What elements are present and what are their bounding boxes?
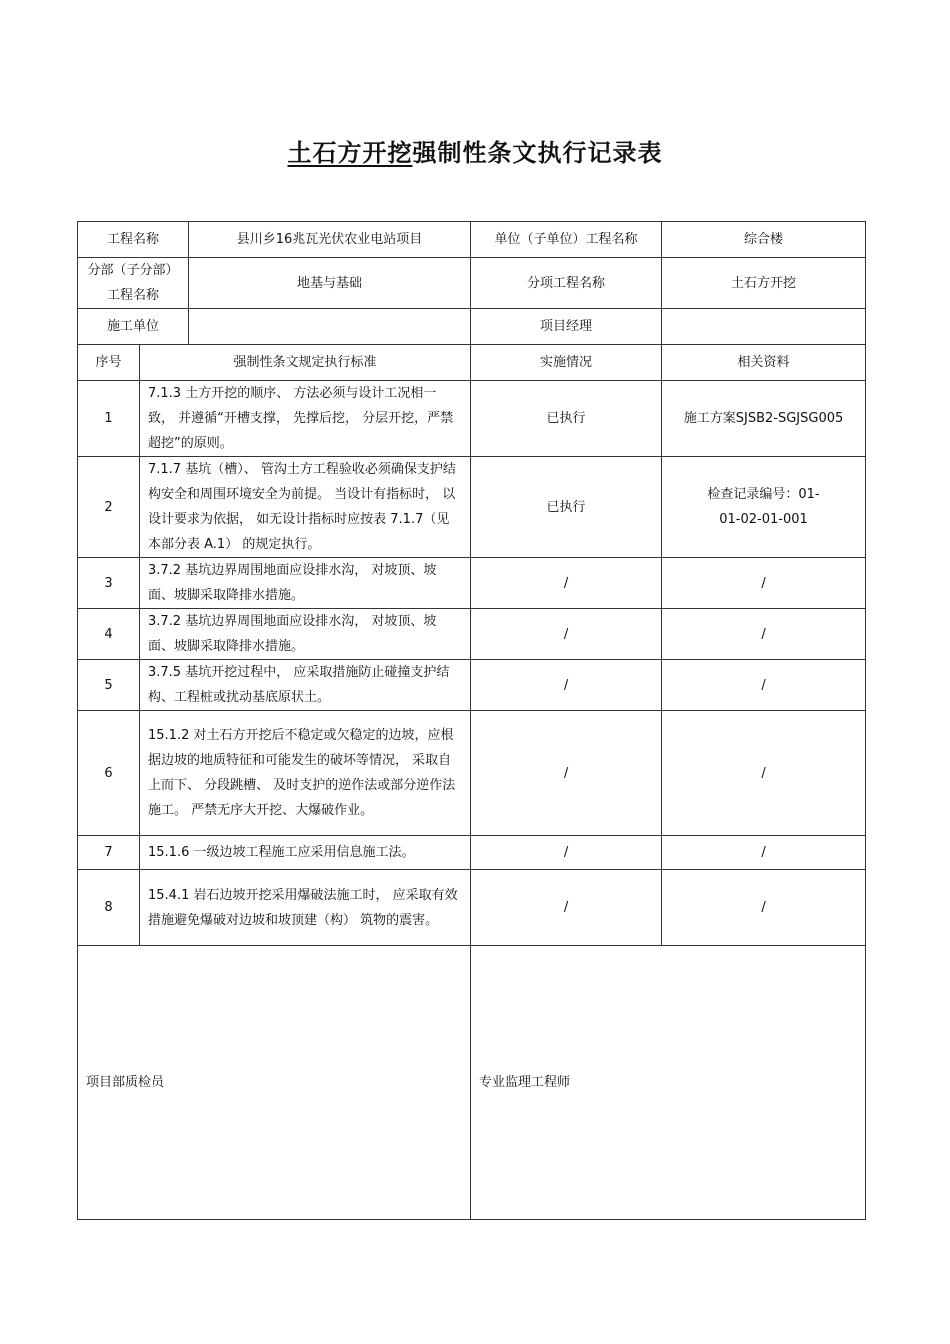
- subdivision-label: 分部（子分部）工程名称: [78, 258, 189, 309]
- row-docs: /: [662, 870, 866, 946]
- manager-label: 项目经理: [471, 309, 662, 345]
- row-seq: 2: [78, 457, 140, 558]
- table-row: [78, 381, 866, 457]
- row-status: 已执行: [471, 381, 662, 457]
- inspector-signature-box: 项目部质检员: [78, 946, 471, 1220]
- row-docs: /: [662, 558, 866, 609]
- header-row-subdivision: [78, 258, 866, 309]
- col-status-header: 实施情况: [471, 345, 662, 381]
- table-row: [78, 609, 866, 660]
- table-row: [78, 836, 866, 870]
- title-rest: 强制性条文执行记录表: [412, 138, 663, 167]
- subitem-label: 分项工程名称: [471, 258, 662, 309]
- row-status: /: [471, 836, 662, 870]
- table-row: [78, 558, 866, 609]
- project-name-value: 县川乡16兆瓦光伏农业电站项目: [189, 222, 471, 258]
- row-standard: 7.1.7 基坑（槽）、 管沟土方工程验收必须确保支护结构安全和周围环境安全为前提。 当设计有指标时， 以设计要求为依据， 如无设计指标时应按表 7.1.7（见本部分表 A.1） 的规定执行。: [140, 457, 471, 558]
- row-seq: 5: [78, 660, 140, 711]
- row-docs: /: [662, 836, 866, 870]
- supervisor-signature-box: 专业监理工程师: [471, 946, 866, 1220]
- subdivision-value: 地基与基础: [189, 258, 471, 309]
- column-header-row: [78, 345, 866, 381]
- row-status: /: [471, 870, 662, 946]
- table-row: [78, 711, 866, 836]
- table-row: [78, 660, 866, 711]
- row-status: /: [471, 711, 662, 836]
- row-docs: /: [662, 660, 866, 711]
- row-seq: 8: [78, 870, 140, 946]
- row-seq: 6: [78, 711, 140, 836]
- col-standard-header: 强制性条文规定执行标准: [140, 345, 471, 381]
- col-docs-header: 相关资料: [662, 345, 866, 381]
- header-row-contractor: [78, 309, 866, 345]
- row-standard: 7.1.3 土方开挖的顺序、 方法必须与设计工况相一致， 并遵循“开槽支撑， 先撑后挖， 分层开挖，严禁超挖”的原则。: [140, 381, 471, 457]
- row-standard: 3.7.2 基坑边界周围地面应设排水沟， 对坡顶、坡面、坡脚采取降排水措施。: [140, 609, 471, 660]
- row-standard: 3.7.5 基坑开挖过程中， 应采取措施防止碰撞支护结构、工程桩或扰动基底原状土。: [140, 660, 471, 711]
- row-standard: 3.7.2 基坑边界周围地面应设排水沟， 对坡顶、坡面、坡脚采取降排水措施。: [140, 558, 471, 609]
- row-seq: 7: [78, 836, 140, 870]
- col-seq-header: 序号: [78, 345, 140, 381]
- title-underlined: 土石方开挖: [287, 138, 413, 167]
- row-docs: 检查记录编号：01-01-02-01-001: [662, 457, 866, 558]
- project-name-label: 工程名称: [78, 222, 189, 258]
- row-standard: 15.1.6 一级边坡工程施工应采用信息施工法。: [140, 836, 471, 870]
- table-row: [78, 457, 866, 558]
- header-row-project: [78, 222, 866, 258]
- row-seq: 1: [78, 381, 140, 457]
- unit-value: 综合楼: [662, 222, 866, 258]
- contractor-value: [189, 309, 471, 345]
- contractor-label: 施工单位: [78, 309, 189, 345]
- row-standard: 15.4.1 岩石边坡开挖采用爆破法施工时， 应采取有效措施避免爆破对边坡和坡顶建（构） 筑物的震害。: [140, 870, 471, 946]
- row-docs: /: [662, 711, 866, 836]
- row-docs: 施工方案SJSB2-SGJSG005: [662, 381, 866, 457]
- row-status: 已执行: [471, 457, 662, 558]
- row-seq: 3: [78, 558, 140, 609]
- page-title: [0, 133, 950, 168]
- manager-value: [662, 309, 866, 345]
- subitem-value: 土石方开挖: [662, 258, 866, 309]
- signature-row: [78, 946, 866, 1220]
- record-table: [77, 221, 866, 1220]
- row-status: /: [471, 660, 662, 711]
- row-seq: 4: [78, 609, 140, 660]
- row-status: /: [471, 609, 662, 660]
- row-docs: /: [662, 609, 866, 660]
- row-standard: 15.1.2 对土石方开挖后不稳定或欠稳定的边坡，应根据边坡的地质特征和可能发生的破坏等情况， 采取自上而下、 分段跳槽、 及时支护的逆作法或部分逆作法施工。 严禁无序大开挖、大爆破作业。: [140, 711, 471, 836]
- table-row: [78, 870, 866, 946]
- unit-label: 单位（子单位）工程名称: [471, 222, 662, 258]
- row-status: /: [471, 558, 662, 609]
